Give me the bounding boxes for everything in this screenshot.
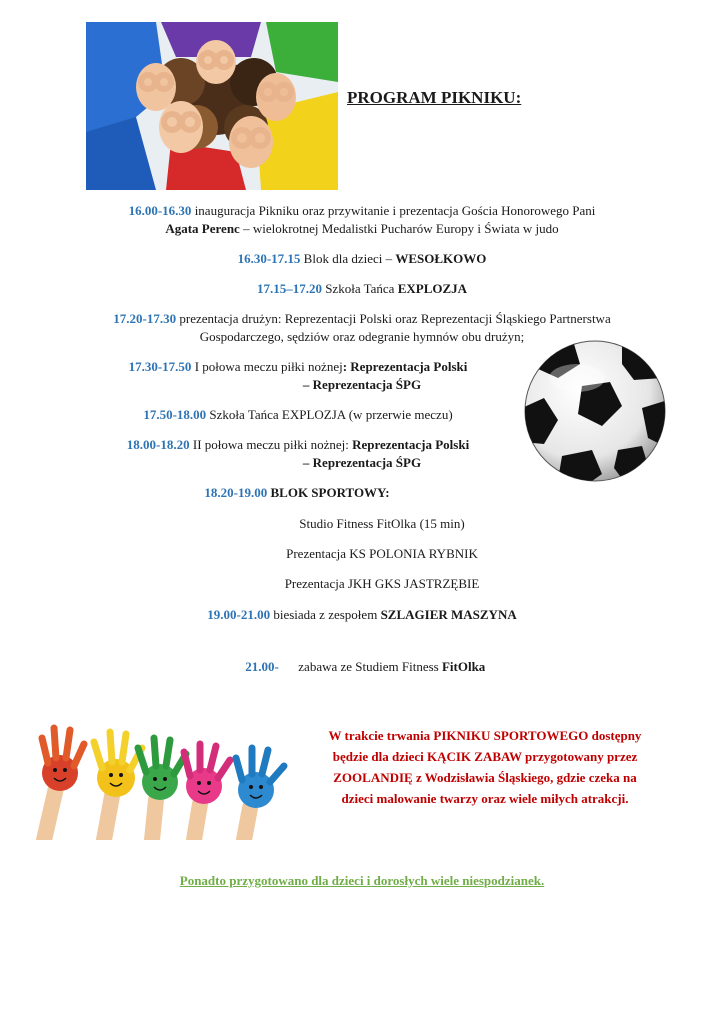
footer-note: Ponadto przygotowano dla dzieci i dorosłych wiele niespodzianek. (179, 873, 545, 888)
schedule-line: Prezentacja JKH GKS JASTRZĘBIE (284, 576, 480, 591)
schedule-line: Prezentacja KS POLONIA RYBNIK (286, 546, 478, 561)
schedule-line: – Reprezentacja ŚPG (302, 377, 422, 392)
schedule-line: 16.30-17.15 Blok dla dzieci – WESOŁKOWO (237, 251, 487, 266)
schedule-line: Agata Perenc – wielokrotnej Medalistki Pucharów Europy i Świata w judo (165, 221, 559, 236)
schedule-line: 17.50-18.00 Szkoła Tańca EXPLOZJA (w przerwie meczu) (143, 407, 453, 422)
schedule-line: Gospodarczego, sędziów oraz odegranie hymnów obu drużyn; (199, 329, 525, 344)
schedule-line: – Reprezentacja ŚPG (302, 455, 422, 470)
time: 21.00- (245, 659, 279, 674)
schedule-line: 16.00-16.30 inauguracja Pikniku oraz przywitanie i prezentacja Gościa Honorowego Pani (128, 203, 596, 218)
time: 18.20-19.00 (204, 485, 268, 500)
kids-corner-notice: W trakcie trwania PIKNIKU SPORTOWEGO dostępny będzie dla dzieci KĄCIK ZABAW przygotowany przez ZOOLANDIĘ z Wodzisławia Śląskiego, gdzie czeka na dzieci malowanie twarzy oraz wiele miłych atrakcji. (328, 728, 642, 806)
children-photo (86, 22, 338, 190)
schedule-line: 17.20-17.30 prezentacja drużyn: Reprezentacji Polski oraz Reprezentacji Śląskiego Partnerstwa (113, 311, 611, 326)
time: 19.00-21.00 (207, 607, 271, 622)
schedule-line: 17.15–17.20 Szkoła Tańca EXPLOZJA (256, 281, 468, 296)
time: 17.20-17.30 (113, 311, 177, 326)
time: 16.30-17.15 (237, 251, 301, 266)
time: 17.15–17.20 (256, 281, 322, 296)
schedule-line: 21.00- zabawa ze Studiem Fitness FitOlka (245, 659, 486, 674)
time: 18.00-18.20 (126, 437, 190, 452)
schedule-line: 19.00-21.00 biesiada z zespołem SZLAGIER MASZYNA (207, 607, 517, 622)
time: 16.00-16.30 (128, 203, 192, 218)
schedule-line: 17.30-17.50 I połowa meczu piłki nożnej: Reprezentacja Polski (128, 359, 468, 374)
schedule-line: 18.00-18.20 II połowa meczu piłki nożnej: Reprezentacja Polski (126, 437, 470, 452)
time: 17.30-17.50 (128, 359, 192, 374)
time: 17.50-18.00 (143, 407, 207, 422)
schedule-line: Studio Fitness FitOlka (15 min) (299, 516, 465, 531)
page-title: PROGRAM PIKNIKU: (347, 88, 522, 107)
painted-hands-image (34, 718, 296, 840)
soccer-ball-icon (522, 338, 668, 484)
schedule-line: 18.20-19.00 BLOK SPORTOWY: (204, 485, 390, 500)
